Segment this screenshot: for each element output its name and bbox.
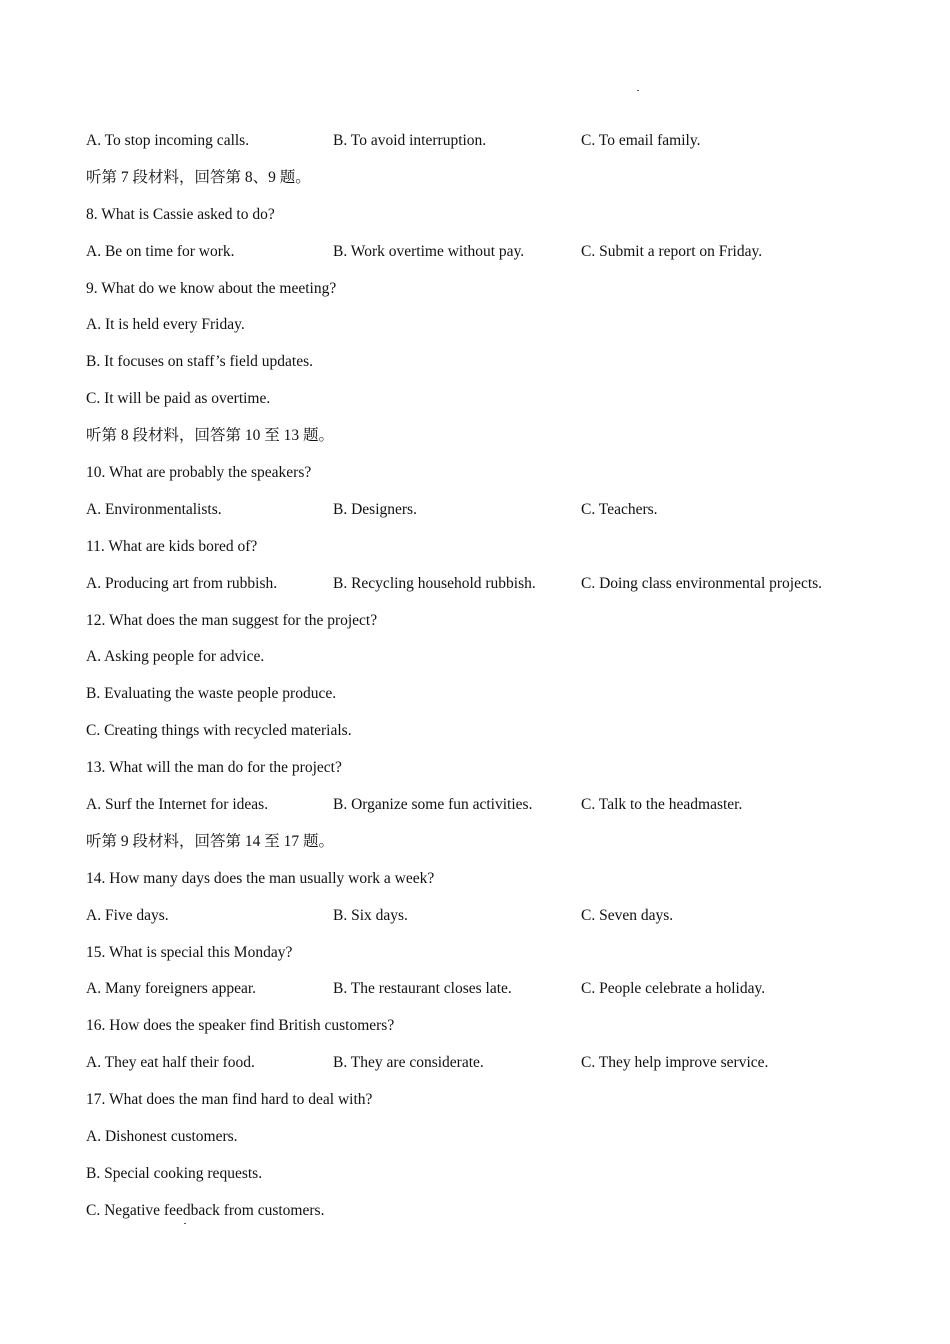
option-line: B. Special cooking requests.: [86, 1164, 263, 1182]
section-instruction: 听第 8 段材料，回答第 10 至 13 题。: [86, 427, 335, 445]
question: 10. What are probably the speakers?: [86, 464, 312, 482]
option-c: C. Teachers.: [581, 500, 658, 518]
option-b: B. Work overtime without pay.: [333, 242, 525, 260]
option-a: A. Producing art from rubbish.: [86, 574, 278, 592]
option-row: [86, 1052, 906, 1089]
question: 12. What does the man suggest for the project?: [86, 611, 378, 629]
option-row: [86, 794, 906, 831]
question: 13. What will the man do for the project?: [86, 759, 342, 777]
question: 11. What are kids bored of?: [86, 537, 258, 555]
option-c: C. Talk to the headmaster.: [581, 796, 743, 814]
option-b: B. Recycling household rubbish.: [333, 574, 536, 592]
question: 16. How does the speaker find British customers?: [86, 1017, 395, 1035]
option-line: C. It will be paid as overtime.: [86, 390, 271, 408]
option-row: [86, 573, 906, 610]
option-a: A. Be on time for work.: [86, 242, 235, 260]
option-line: C. Negative feedback from customers.: [86, 1201, 325, 1219]
option-b: B. To avoid interruption.: [333, 132, 487, 149]
option-row: [86, 241, 906, 278]
option-c: C. Submit a report on Friday.: [581, 242, 763, 260]
option-a: A. They eat half their food.: [86, 1054, 255, 1072]
option-c: C. People celebrate a holiday.: [581, 980, 766, 998]
question: 15. What is special this Monday?: [86, 943, 293, 961]
option-a: A. Environmentalists.: [86, 500, 222, 518]
section-instruction: 听第 9 段材料，回答第 14 至 17 题。: [86, 832, 335, 850]
option-a: A. Surf the Internet for ideas.: [86, 796, 269, 814]
option-b: B. Six days.: [333, 906, 408, 924]
option-row: [86, 130, 906, 167]
option-line: A. It is held every Friday.: [86, 316, 245, 334]
scan-mark-top: [637, 90, 639, 91]
question: 8. What is Cassie asked to do?: [86, 205, 275, 223]
option-row: [86, 499, 906, 536]
option-line: A. Asking people for advice.: [86, 648, 265, 666]
option-b: B. They are considerate.: [333, 1054, 484, 1072]
option-b: B. Organize some fun activities.: [333, 796, 533, 814]
option-c: C. Doing class environmental projects.: [581, 574, 823, 592]
question: 17. What does the man find hard to deal with?: [86, 1091, 373, 1109]
option-c: C. They help improve service.: [581, 1054, 769, 1072]
option-row: [86, 905, 906, 942]
option-line: B. It focuses on staff’s field updates.: [86, 353, 313, 371]
option-a: A. Many foreigners appear.: [86, 980, 257, 998]
option-line: B. Evaluating the waste people produce.: [86, 685, 337, 703]
option-c: C. To email family.: [581, 132, 701, 149]
option-a: A. Five days.: [86, 906, 169, 924]
question: 9. What do we know about the meeting?: [86, 279, 337, 297]
option-line: C. Creating things with recycled materials.: [86, 722, 352, 740]
option-b: B. Designers.: [333, 500, 417, 518]
option-line: A. Dishonest customers.: [86, 1128, 238, 1146]
section-instruction: 听第 7 段材料，回答第 8、9 题。: [86, 168, 311, 186]
option-row: [86, 978, 906, 1015]
option-a: A. To stop incoming calls.: [86, 132, 250, 149]
option-c: C. Seven days.: [581, 906, 674, 924]
option-b: B. The restaurant closes late.: [333, 980, 512, 998]
question: 14. How many days does the man usually work a week?: [86, 869, 435, 887]
question-list: [86, 130, 906, 1237]
